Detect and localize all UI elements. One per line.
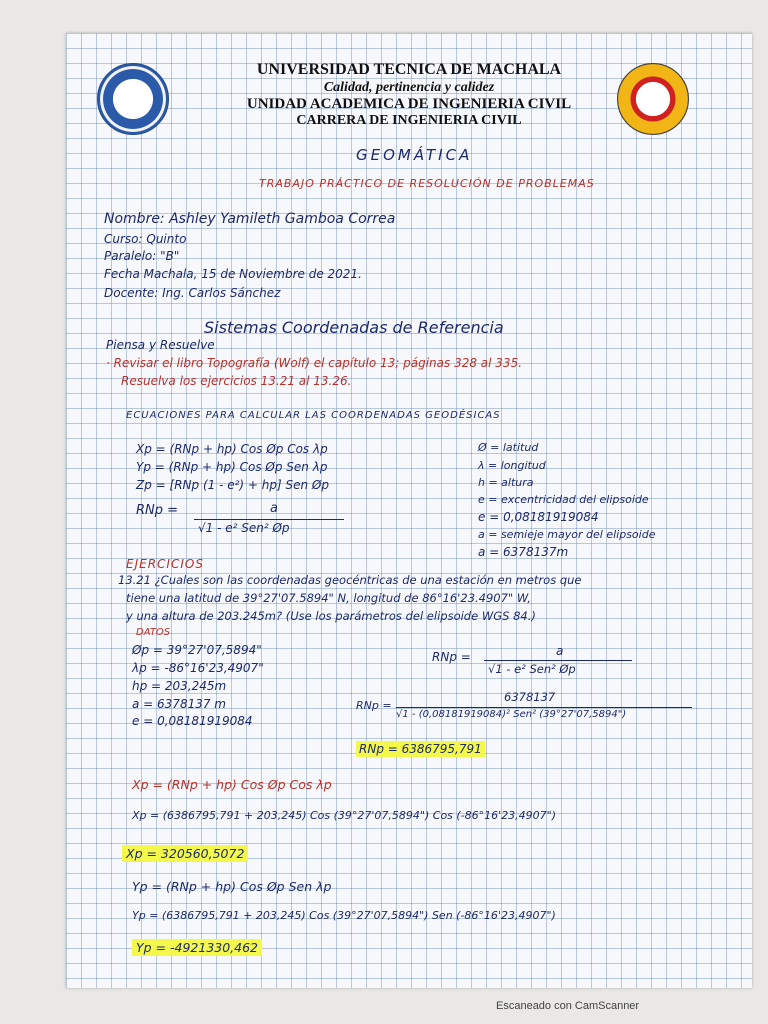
rn-calc-lhs-2: RNp = xyxy=(356,699,392,712)
notebook-page xyxy=(66,33,752,988)
instruction-line-1: · Revisar el libro Topografía (Wolf) el capítulo 13; páginas 328 al 335. xyxy=(106,356,523,370)
rn-calc-numerator-2: 6378137 xyxy=(504,690,556,704)
rn-result-highlight: RNp = 6386795,791 xyxy=(356,741,485,757)
student-paralelo: Paralelo: "B" xyxy=(104,249,180,263)
dato-semi-major-axis: a = 6378137 m xyxy=(132,697,226,711)
legend-latitude: Ø = latitud xyxy=(478,441,539,454)
rn-formula-lhs: RNp = xyxy=(136,503,179,518)
calc-y-formula: Yp = (RNp + hp) Cos Øp Sen λp xyxy=(132,879,332,894)
equations-heading: ECUACIONES PARA CALCULAR LAS COORDENADAS GEODÉSICAS xyxy=(126,410,501,421)
calc-x-substitution: Xp = (6386795,791 + 203,245) Cos (39°27'07,5894") Cos (-86°16'23,4907") xyxy=(132,809,557,822)
rn-calc-denominator-1: √1 - e² Sen² Øp xyxy=(488,662,576,676)
scanner-watermark: Escaneado con CamScanner xyxy=(496,1000,640,1012)
rn-calc-lhs-1: RNp = xyxy=(432,650,471,664)
exercises-heading: EJERCICIOS xyxy=(126,557,204,571)
legend-semi-major-axis: a = semieje mayor del elipsoide xyxy=(478,528,656,541)
calc-x-formula: Xp = (RNp + hp) Cos Øp Cos λp xyxy=(132,777,332,792)
legend-longitude: λ = longitud xyxy=(478,459,546,472)
assignment-title: TRABAJO PRÁCTICO DE RESOLUCIÓN DE PROBLEMAS xyxy=(259,177,595,190)
calc-x-result-highlight: Xp = 320560,5072 xyxy=(122,845,248,862)
problem-line-3: y una altura de 203.245m? (Use los parámetros del elipsoide WGS 84.) xyxy=(126,609,536,623)
problem-line-1: 13.21 ¿Cuales son las coordenadas geocéntricas de una estación en metros que xyxy=(118,573,582,587)
legend-eccentricity: e = excentricidad del elipsoide xyxy=(478,493,649,506)
dato-longitude: λp = -86°16'23,4907" xyxy=(132,661,264,675)
datos-label: DATOS xyxy=(136,627,171,638)
equation-x: Xp = (RNp + hp) Cos Øp Cos λp xyxy=(136,442,328,456)
student-name: Nombre: Ashley Yamileth Gamboa Correa xyxy=(104,211,396,227)
date-line: Fecha Machala, 15 de Noviembre de 2021. xyxy=(104,267,362,281)
calc-y-substitution: Yp = (6386795,791 + 203,245) Cos (39°27'07,5894") Sen (-86°16'23,4907") xyxy=(132,909,556,922)
legend-semi-major-axis-value: a = 6378137m xyxy=(478,545,569,559)
rn-formula-numerator: a xyxy=(270,501,278,516)
dato-eccentricity: e = 0,08181919084 xyxy=(132,714,253,728)
rn-formula-denominator: √1 - e² Sen² Øp xyxy=(198,521,290,535)
instruction-line-2: Resuelva los ejercicios 13.21 al 13.26. xyxy=(121,374,352,388)
calc-y-result-highlight: Yp = -4921330,462 xyxy=(132,939,262,956)
career-name: CARRERA DE INGENIERIA CIVIL xyxy=(296,113,522,128)
university-motto: Calidad, pertinencia y calidez xyxy=(323,80,495,95)
academic-unit: UNIDAD ACADEMICA DE INGENIERIA CIVIL xyxy=(246,96,572,112)
course-title: GEOMÁTICA xyxy=(356,146,473,164)
topic-title: Sistemas Coordenadas de Referencia xyxy=(204,318,504,337)
rn-calc-fraction-bar-1 xyxy=(484,660,632,661)
legend-eccentricity-value: e = 0,08181919084 xyxy=(478,510,599,524)
equation-z: Zp = [RNp (1 - e²) + hp] Sen Øp xyxy=(136,478,329,492)
section-label: Piensa y Resuelve xyxy=(106,338,215,352)
problem-line-2: tiene una latitud de 39°27'07.5894" N, longitud de 86°16'23.4907" W, xyxy=(126,591,531,605)
teacher-line: Docente: Ing. Carlos Sánchez xyxy=(104,286,281,300)
dato-height: hp = 203,245m xyxy=(132,679,227,693)
rn-calc-numerator-1: a xyxy=(556,644,564,658)
rn-calc-denominator-2: √1 - (0,08181919084)² Sen² (39°27'07,5894") xyxy=(396,709,627,720)
student-course: Curso: Quinto xyxy=(104,232,187,246)
equation-y: Yp = (RNp + hp) Cos Øp Sen λp xyxy=(136,460,328,474)
rn-formula-fraction-bar xyxy=(194,519,344,520)
dato-latitude: Øp = 39°27'07,5894" xyxy=(132,643,262,657)
legend-height: h = altura xyxy=(478,476,534,489)
rn-calc-fraction-bar-2 xyxy=(396,707,692,708)
university-name: UNIVERSIDAD TECNICA DE MACHALA xyxy=(256,61,562,78)
